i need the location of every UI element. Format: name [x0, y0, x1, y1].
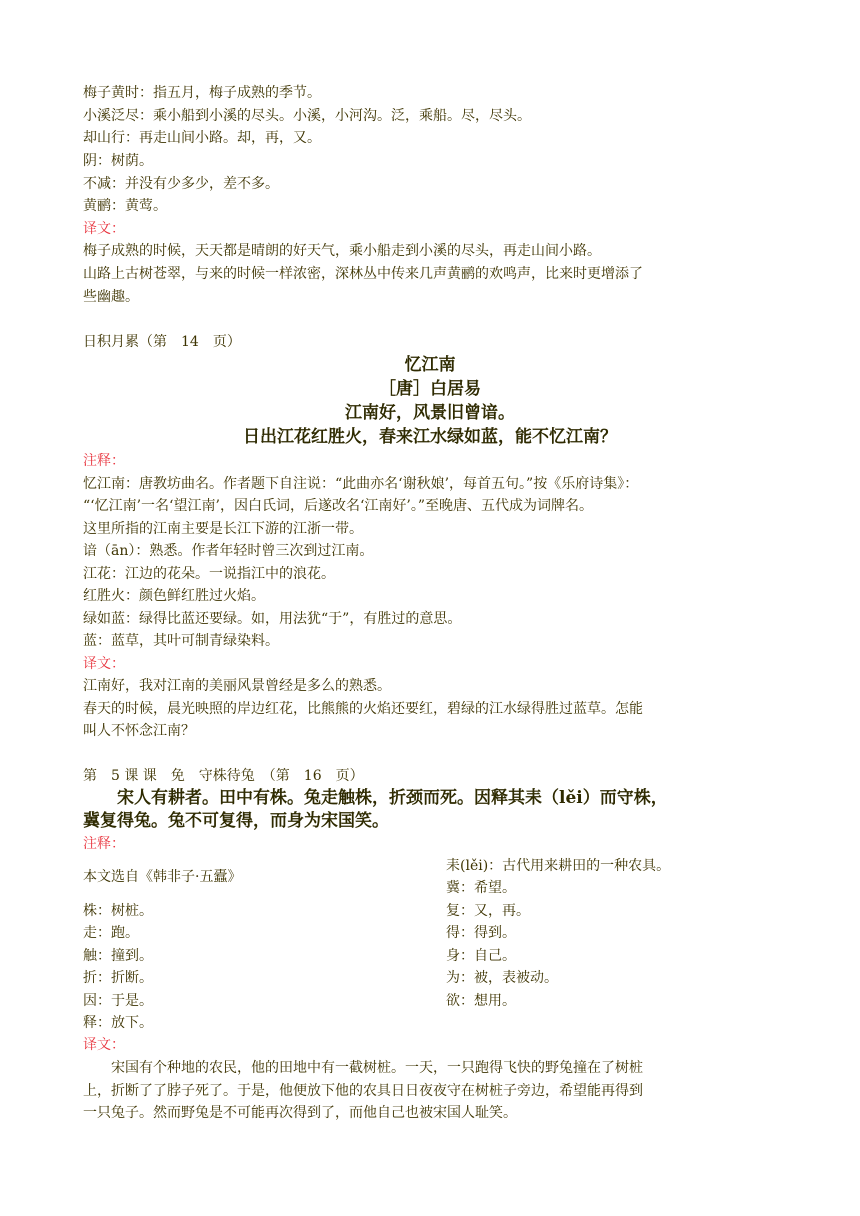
poem-title: 忆江南: [404, 355, 456, 375]
note-line: 不减：并没有少多少，差不多。: [83, 176, 279, 192]
section-heading: 第 5 课 课 免 守株待兔 （第 16 页）: [83, 768, 364, 784]
note-line: 忆江南：唐教坊曲名。作者题下自注说：“此曲亦名‘谢秋娘’，每首五句。”按《乐府诗集》：: [83, 476, 639, 492]
note-line: 这里所指的江南主要是长江下游的江浙一带。: [83, 521, 363, 537]
note-line: 冀：希望。: [446, 880, 516, 896]
note-line: 却山行：再走山间小路。却，再，又。: [83, 130, 321, 146]
note-line: 折：折断。: [83, 970, 153, 986]
note-line: 梅子黄时：指五月，梅子成熟的季节。: [83, 85, 321, 101]
note-line: 小溪泛尽：乘小船到小溪的尽头。小溪，小河沟。泛，乘船。尽，尽头。: [83, 108, 531, 124]
translation-label: 译文：: [83, 656, 125, 672]
translation-label: 译文：: [83, 1037, 125, 1053]
poem-author: ［唐］白居易: [379, 379, 481, 399]
note-line: 触：撞到。: [83, 948, 153, 964]
note-line: 谙（ān）：熟悉。作者年轻时曾三次到过江南。: [83, 543, 374, 559]
translation-line: 江南好，我对江南的美丽风景曾经是多么的熟悉。: [83, 678, 391, 694]
note-line: 红胜火：颜色鲜红胜过火焰。: [83, 588, 265, 604]
notes-label: 注释：: [83, 453, 125, 469]
translation-line: 春天的时候，晨光映照的岸边红花，比熊熊的火焰还要红，碧绿的江水绿得胜过蓝草。怎能: [83, 701, 643, 717]
note-line: 走：跑。: [83, 925, 139, 941]
note-line: 本文选自《韩非子·五蠹》: [83, 869, 242, 885]
note-line: “‘忆江南’一名‘望江南’，因白氏词，后遂改名‘江南好’。”至晚唐、五代成为词牌名。: [83, 498, 594, 514]
translation-line: 叫人不怀念江南？: [83, 723, 195, 739]
note-line: 身：自己。: [446, 948, 516, 964]
note-line: 江花：江边的花朵。一说指江中的浪花。: [83, 566, 335, 582]
note-line: 蓝：蓝草，其叶可制青绿染料。: [83, 633, 279, 649]
translation-line: 些幽趣。: [83, 289, 139, 305]
classical-text-line: 宋人有耕者。田中有株。兔走触株，折颈而死。因释其耒（lěi）而守株，: [83, 788, 668, 808]
note-line: 复：又，再。: [446, 903, 530, 919]
translation-line: 梅子成熟的时候，天天都是晴朗的好天气，乘小船走到小溪的尽头，再走山间小路。: [83, 243, 601, 259]
note-line: 绿如蓝：绿得比蓝还要绿。如，用法犹“于”，有胜过的意思。: [83, 611, 462, 627]
poem-line: 日出江花红胜火，春来江水绿如蓝，能不忆江南？: [243, 427, 617, 447]
translation-line: 一只兔子。然而野兔是不可能再次得到了，而他自己也被宋国人耻笑。: [83, 1105, 517, 1121]
note-line: 株：树桩。: [83, 903, 153, 919]
note-line: 耒(lěi)：古代用来耕田的一种农具。: [446, 858, 671, 874]
notes-label: 注释：: [83, 836, 125, 852]
note-line: 因：于是。: [83, 993, 153, 1009]
translation-line: 山路上古树苍翠，与来的时候一样浓密，深林丛中传来几声黄鹂的欢鸣声，比来时更增添了: [83, 266, 643, 282]
note-line: 黄鹂：黄莺。: [83, 198, 167, 214]
classical-text-line: 冀复得兔。兔不可复得，而身为宋国笑。: [83, 811, 389, 831]
note-line: 阴：树荫。: [83, 153, 153, 169]
note-line: 为：被，表被动。: [446, 970, 558, 986]
note-line: 得：得到。: [446, 925, 516, 941]
note-line: 欲：想用。: [446, 993, 516, 1009]
translation-line: 上，折断了了脖子死了。于是，他便放下他的农具日日夜夜守在树桩子旁边，希望能再得到: [83, 1083, 643, 1099]
translation-line: 宋国有个种地的农民，他的田地中有一截树桩。一天，一只跑得飞快的野兔撞在了树桩: [83, 1060, 643, 1076]
poem-line: 江南好，风景旧曾谙。: [345, 403, 515, 423]
translation-label: 译文：: [83, 221, 125, 237]
note-line: 释：放下。: [83, 1015, 153, 1031]
section-heading: 日积月累（第 14 页）: [83, 334, 241, 350]
